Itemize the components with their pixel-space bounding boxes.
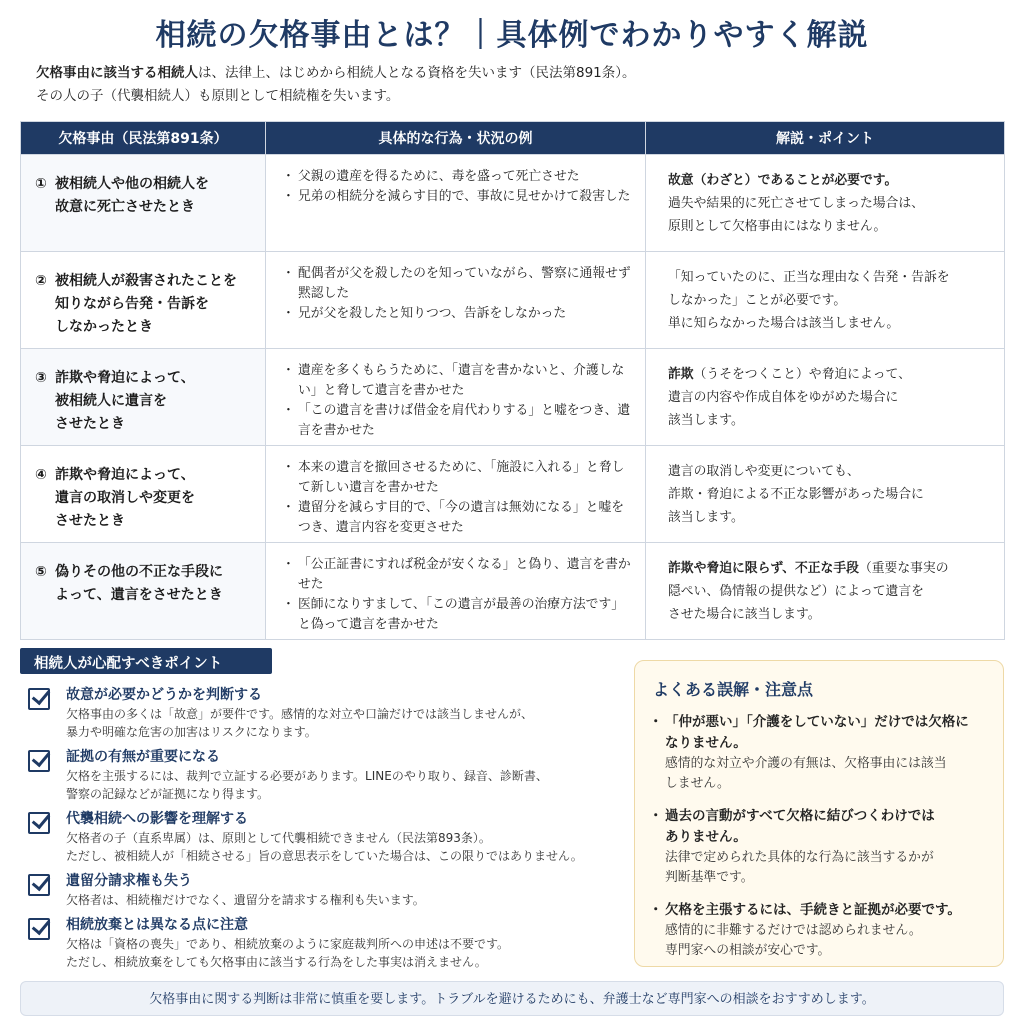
intro-line1: は、法律上、はじめから相続人となる資格を失います（民法第891条）。 <box>198 65 636 81</box>
header-notes: 解説・ポイント <box>646 122 1005 155</box>
notes-cell: 「知っていたのに、正当な理由なく告発・告訴を しなかった」ことが必要です。 単に知らなかった場合は該当しません。 <box>646 252 1005 349</box>
row-number: ③ <box>35 370 47 386</box>
reason-cell: ③ 詐欺や脅迫によって、 被相続人に遺言を させたとき <box>21 349 266 446</box>
list-item: ・ 兄が父を殺したと知りつつ、告訴をしなかった <box>286 304 635 324</box>
table-row <box>21 252 1005 349</box>
row-number: ① <box>35 176 47 192</box>
disqualification-table <box>20 121 1005 640</box>
misconceptions-title: よくある誤解・注意点 <box>653 680 814 699</box>
list-item: ・ 欠格を主張するには、手続きと証拠が必要です。 感情的に非難するだけでは認められません。 専門家への相談が安心です。 <box>653 900 989 961</box>
list-item: ・ 「この遺言を書けば借金を肩代わりする」と嘘をつき、遺言を書かせた <box>286 401 635 441</box>
table-row <box>21 155 1005 252</box>
list-item: 遺留分請求権も失う 欠格者は、相続権だけでなく、遺留分を請求する権利も失います。 <box>28 872 628 909</box>
notes-cell: 遺言の取消しや変更についても、 詐欺・脅迫による不正な影響があった場合に 該当します。 <box>646 446 1005 543</box>
reason-cell: ⑤ 偽りその他の不正な手段に よって、遺言をさせたとき <box>21 543 266 640</box>
misconceptions-box <box>634 660 1004 967</box>
list-item: 故意が必要かどうかを判断する 欠格事由の多くは「故意」が要件です。感情的な対立や口論だけでは該当しませんが、 暴力や明確な危害の加害はリスクになります。 <box>28 686 628 741</box>
page-title: 相続の欠格事由とは？｜具体例でわかりやすく解説 <box>155 18 869 53</box>
intro-text <box>36 62 996 108</box>
list-item: ・ 「仲が悪い」「介護をしていない」だけでは欠格に なりません。 感情的な対立や介護の有無は、欠格事由には該当 しません。 <box>653 712 989 794</box>
table-row <box>21 349 1005 446</box>
checkbox-checked-icon <box>28 918 50 940</box>
list-item: ・ 「公正証書にすれば税金が安くなる」と偽り、遺言を書かせた <box>286 555 635 595</box>
reason-cell: ① 被相続人や他の相続人を 故意に死亡させたとき <box>21 155 266 252</box>
list-item: ・ 配偶者が父を殺したのを知っていながら、警察に通報せず黙認した <box>286 264 635 304</box>
footer-note: 欠格事由に関する判断は非常に慎重を要します。トラブルを避けるためにも、弁護士など専門家への相談をおすすめします。 <box>20 981 1004 1016</box>
examples-cell <box>266 155 646 252</box>
list-item: 証拠の有無が重要になる 欠格を主張するには、裁判で立証する必要があります。LINEのやり取り、録音、診断書、 警察の記録などが証拠になり得ます。 <box>28 748 628 803</box>
reason-cell: ④ 詐欺や脅迫によって、 遺言の取消しや変更を させたとき <box>21 446 266 543</box>
reason-cell: ② 被相続人が殺害されたことを 知りながら告発・告訴を しなかったとき <box>21 252 266 349</box>
examples-cell <box>266 252 646 349</box>
checkbox-checked-icon <box>28 874 50 896</box>
checkbox-checked-icon <box>28 750 50 772</box>
intro-line2: その人の子（代襲相続人）も原則として相続権を失います。 <box>36 88 400 104</box>
checkbox-checked-icon <box>28 812 50 834</box>
list-item: ・ 本来の遺言を撤回させるために、「施設に入れる」と脅して新しい遺言を書かせた <box>286 458 635 498</box>
notes-cell: 故意（わざと）であることが必要です。 過失や結果的に死亡させてしまった場合は、 原則として欠格事由にはなりません。 <box>646 155 1005 252</box>
examples-cell <box>266 543 646 640</box>
list-item: ・ 父親の遺産を得るために、毒を盛って死亡させた <box>286 167 635 187</box>
list-item: 代襲相続への影響を理解する 欠格者の子（直系卑属）は、原則として代襲相続できません（民法第893条）。 ただし、被相続人が「相続させる」旨の意思表示をしていた場合は、この限りではありません。 <box>28 810 628 865</box>
notes-cell: 詐欺（うそをつくこと）や脅迫によって、 遺言の内容や作成自体をゆがめた場合に 該当します。 <box>646 349 1005 446</box>
list-item: ・ 遺留分を減らす目的で、「今の遺言は無効になる」と嘘をつき、遺言内容を変更させた <box>286 498 635 538</box>
header-reason: 欠格事由（民法第891条） <box>21 122 266 155</box>
intro-emphasis: 欠格事由に該当する相続人 <box>36 65 198 81</box>
points-section-header: 相続人が心配すべきポイント <box>20 648 272 674</box>
notes-cell: 詐欺や脅迫に限らず、不正な手段（重要な事実の 隠ぺい、偽情報の提供など）によって遺言を させた場合に該当します。 <box>646 543 1005 640</box>
row-number: ⑤ <box>35 564 47 580</box>
table-row <box>21 446 1005 543</box>
table-row <box>21 543 1005 640</box>
checkbox-checked-icon <box>28 688 50 710</box>
list-item: ・ 医師になりすまして、「この遺言が最善の治療方法です」と偽って遺言を書かせた <box>286 595 635 635</box>
examples-cell <box>266 446 646 543</box>
header-examples: 具体的な行為・状況の例 <box>266 122 646 155</box>
list-item: ・ 遺産を多くもらうために、「遺言を書かないと、介護しない」と脅して遺言を書かせた <box>286 361 635 401</box>
list-item: 相続放棄とは異なる点に注意 欠格は「資格の喪失」であり、相続放棄のように家庭裁判所への申述は不要です。 ただし、相続放棄をしても欠格事由に該当する行為をした事実は消えません。 <box>28 916 628 971</box>
points-list <box>28 686 628 978</box>
row-number: ④ <box>35 467 47 483</box>
examples-cell <box>266 349 646 446</box>
list-item: ・ 兄弟の相続分を減らす目的で、事故に見せかけて殺害した <box>286 187 635 207</box>
row-number: ② <box>35 273 47 289</box>
list-item: ・ 過去の言動がすべて欠格に結びつくわけでは ありません。 法律で定められた具体的な行為に該当するかが 判断基準です。 <box>653 806 989 888</box>
